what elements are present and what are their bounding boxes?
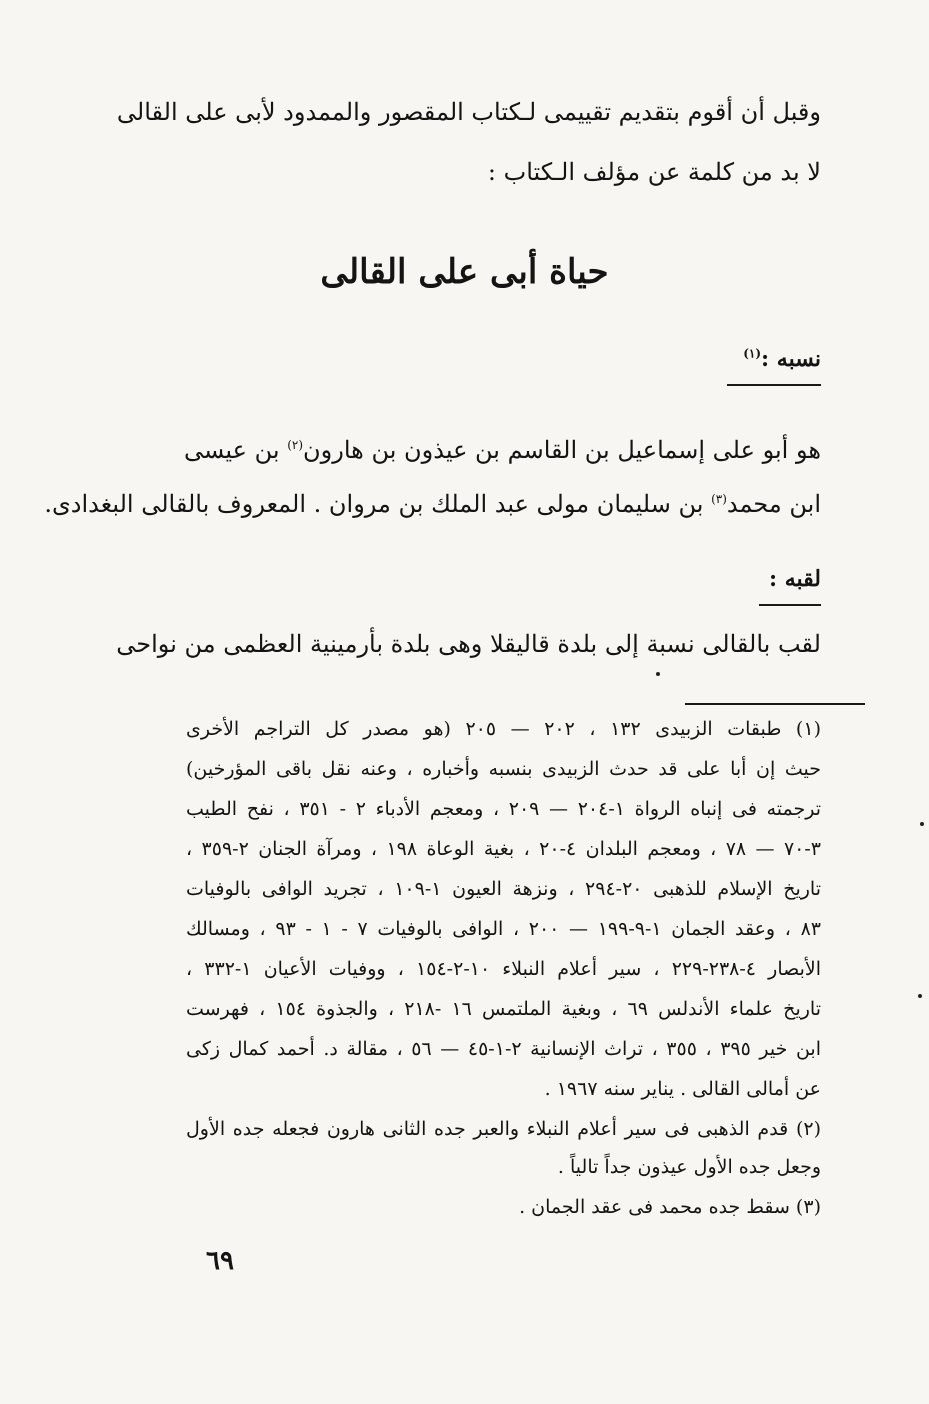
subheading-underline	[727, 384, 821, 386]
footnote-1-line: ابن خير ٣٩٥ ، ٣٥٥ ، تراث الإنسانية ٢-١-٤٥ — ٥٦ ، مقالة د. أحمد كمال زكى	[186, 1038, 821, 1060]
footnote-mark-1: (١)	[743, 346, 762, 361]
footnote-1-line: عن أمالى القالى . يناير سنه ١٩٦٧ .	[544, 1078, 821, 1100]
footnote-1-line: (١) طبقات الزبيدى ١٣٢ ، ٢٠٢ — ٢٠٥ (هو مصدر كل التراجم الأخرى	[186, 718, 821, 740]
nasab-line-2-text: بن سليمان مولى عبد الملك بن مروان . المعروف بالقالى البغدادى.	[44, 490, 704, 518]
footnote-mark-2: (٢)	[287, 438, 304, 452]
footnote-separator	[685, 703, 865, 705]
footnote-2-line: (٢) قدم الذهبى فى سير أعلام النبلاء والعبر جده الثانى هارون فجعله جده الأول	[186, 1118, 821, 1140]
footnote-1-line: تاريخ علماء الأندلس ٦٩ ، وبغية الملتمس ١٦ -٢١٨ ، والجذوة ١٥٤ ، فهرست	[186, 998, 821, 1020]
subheading-underline	[759, 604, 821, 606]
ink-speck	[918, 994, 922, 998]
footnote-1-line: ٨٣ ، وعقد الجمان ١-٩-١٩٩ — ٢٠٠ ، الوافى بالوفيات ٧ - ١ - ٩٣ ، ومسالك	[186, 918, 821, 940]
laqab-text: لقب بالقالى نسبة إلى بلدة قاليقلا وهى بلدة بأرمينية العظمى من نواحى	[116, 630, 821, 658]
intro-line-1: وقبل أن أقوم بتقديم تقييمى لـكتاب المقصور والممدود لأبى على القالى	[116, 98, 821, 126]
subheading-nasab	[743, 346, 821, 372]
footnote-2-line: وجعل جده الأول عيذون جداً تالياً .	[557, 1156, 821, 1178]
subheading-nasab-label: نسبه :	[761, 346, 821, 372]
intro-line-2: لا بد من كلمة عن مؤلف الـكتاب :	[487, 158, 821, 186]
page-number: ٦٩	[206, 1246, 234, 1276]
section-heading: حياة أبى على القالى	[320, 252, 609, 292]
footnote-1-line: ترجمته فى إنباه الرواة ١-٢٠٤ — ٢٠٩ ، ومعجم الأدباء ٢ - ٣٥١ ، نفح الطيب	[186, 798, 821, 820]
nasab-line-2	[44, 490, 821, 518]
footnote-1-line: حيث إن أبا على قد حدث الزبيدى بنسبه وأخباره ، وعنه نقل باقى المؤرخين)	[186, 758, 821, 780]
ink-speck	[656, 672, 660, 676]
ink-speck	[920, 822, 924, 826]
footnote-mark-3: (٣)	[711, 492, 727, 506]
nasab-line-1-end: بن عيسى	[184, 436, 280, 464]
footnote-1-line: ٣-٧٠ — ٧٨ ، ومعجم البلدان ٤-٢٠ ، بغية الوعاة ١٩٨ ، ومرآة الجنان ٢-٣٥٩ ،	[186, 838, 822, 860]
footnote-1-line: الأبصار ٤-٢٣٨-٢٢٩ ، سير أعلام النبلاء ١٠-٢-١٥٤ ، ووفيات الأعيان ١-٣٣٢ ،	[186, 958, 821, 980]
nasab-line-1-text: هو أبو على إسماعيل بن القاسم بن عيذون بن هارون	[303, 436, 821, 464]
footnote-1-line: تاريخ الإسلام للذهبى ٢٠-٢٩٤ ، ونزهة العيون ١-١٠٩ ، تجريد الوافى بالوفيات	[186, 878, 821, 900]
nasab-line-2-start: ابن محمد	[726, 490, 821, 518]
subheading-laqab: لقبه :	[768, 566, 821, 592]
footnote-3: (٣) سقط جده محمد فى عقد الجمان .	[519, 1196, 821, 1218]
nasab-line-1	[184, 436, 821, 464]
